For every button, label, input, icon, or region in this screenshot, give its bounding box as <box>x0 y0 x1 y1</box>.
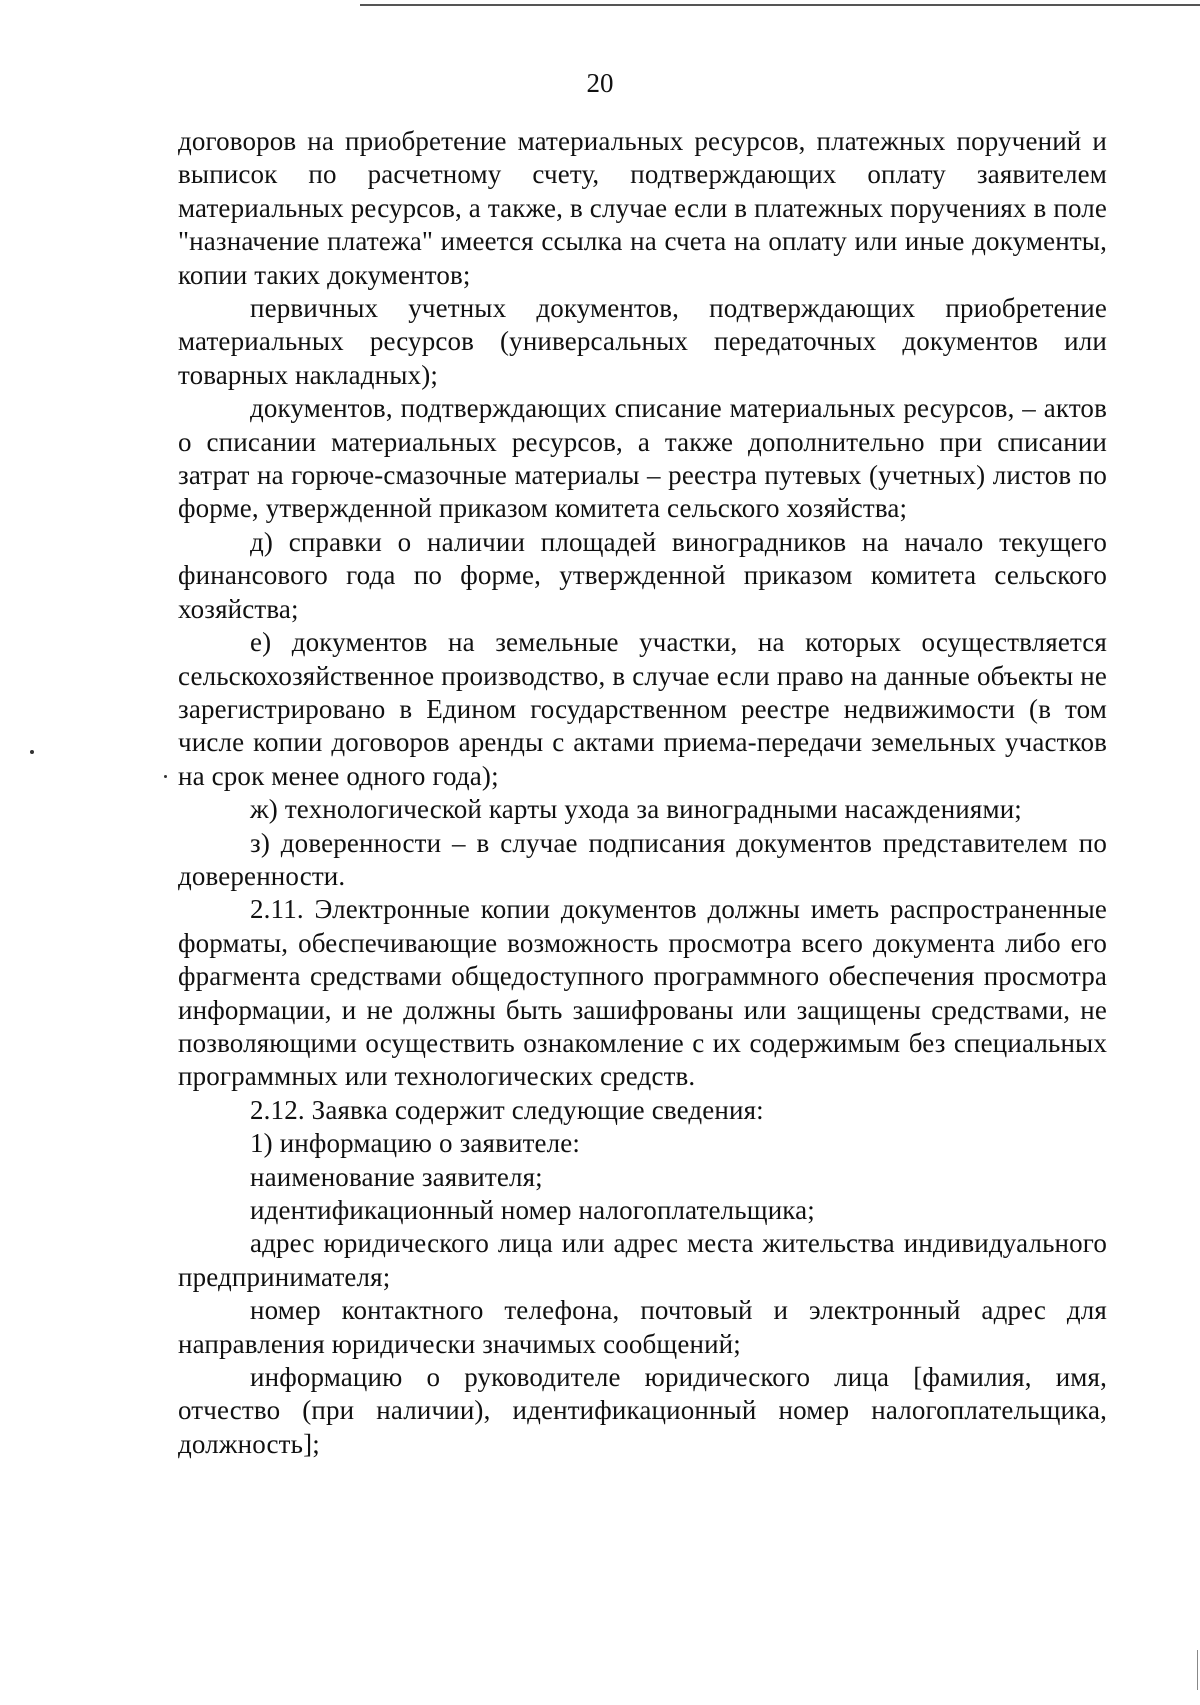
scan-right-edge <box>1197 1650 1198 1690</box>
scan-top-border <box>360 4 1200 6</box>
paragraph-section-2-12: 2.12. Заявка содержит следующие сведения: <box>250 1094 764 1125</box>
paragraph-taxpayer-id: идентификационный номер налогоплательщика; <box>250 1195 815 1225</box>
paragraph-primary-accounting-documents: первичных учетных документов, подтверждающих приобретение материальных ресурсов (универсальных передаточных документов или товарных накладных); <box>178 293 1107 390</box>
paragraph-applicant-name: наименование заявителя; <box>250 1161 543 1192</box>
scan-artifact-dot <box>30 750 34 754</box>
paragraph-item-d-vineyard-certificate: д) справки о наличии площадей виноградников на начало текущего финансового года по форме, утвержденной приказом комитета сельского хозяйства; <box>178 526 1107 624</box>
paragraph-item-zh-technological-map: ж) технологической карты ухода за виноградными насаждениями; <box>250 794 1022 825</box>
paragraph-item-e-land-documents: е) документов на земельные участки, на которых осуществляется сельскохозяйственное производство, в случае если право на данные объекты не зарегистрировано в Едином государственном реестре недвижимости (в том числе копии договоров аренды с актами приема-передачи земельных участков на срок менее одного года); <box>178 627 1107 791</box>
paragraph-contracts-payment-orders: договоров на приобретение материальных ресурсов, платежных поручений и выписок по расчетному счету, подтверждающих оплату заявителем материальных ресурсов, а также, в случае если в платежных поручениях в поле "назначение платежа" имеется ссылка на счета на оплату или иные документы, копии таких документов; <box>178 126 1107 290</box>
page-number: 20 <box>586 68 614 98</box>
paragraph-item-z-power-of-attorney: з) доверенности – в случае подписания документов представителем по доверенности. <box>178 827 1107 891</box>
paragraph-section-2-11: 2.11. Электронные копии документов должны иметь распространенные форматы, обеспечивающие возможность просмотра всего документа либо его фрагмента средствами общедоступного программного обеспечения просмотра информации, и не должны быть зашифрованы или защищены средствами, не позволяющими осуществить ознакомление с их содержимым без специальных программных или технологических средств. <box>178 894 1107 1092</box>
paragraph-head-info: информацию о руководителе юридического лица [фамилия, имя, отчество (при наличии), идентификационный номер налогоплательщика, должность]; <box>178 1362 1107 1459</box>
scan-artifact-dot <box>164 775 167 778</box>
paragraph-write-off-documents: документов, подтверждающих списание материальных ресурсов, – актов о списании материальных ресурсов, а также дополнительно при списании затрат на горюче-смазочные материалы – реестра путевых (учетных) листов по форме, утвержденной приказом комитета сельского хозяйства; <box>178 393 1107 524</box>
paragraph-applicant-info: 1) информацию о заявителе: <box>250 1128 581 1159</box>
paragraph-contact-phone: номер контактного телефона, почтовый и электронный адрес для направления юридически значимых сообщений; <box>178 1295 1107 1359</box>
paragraph-legal-address: адрес юридического лица или адрес места жительства индивидуального предпринимателя; <box>178 1228 1107 1292</box>
document-body <box>178 125 1107 1461</box>
